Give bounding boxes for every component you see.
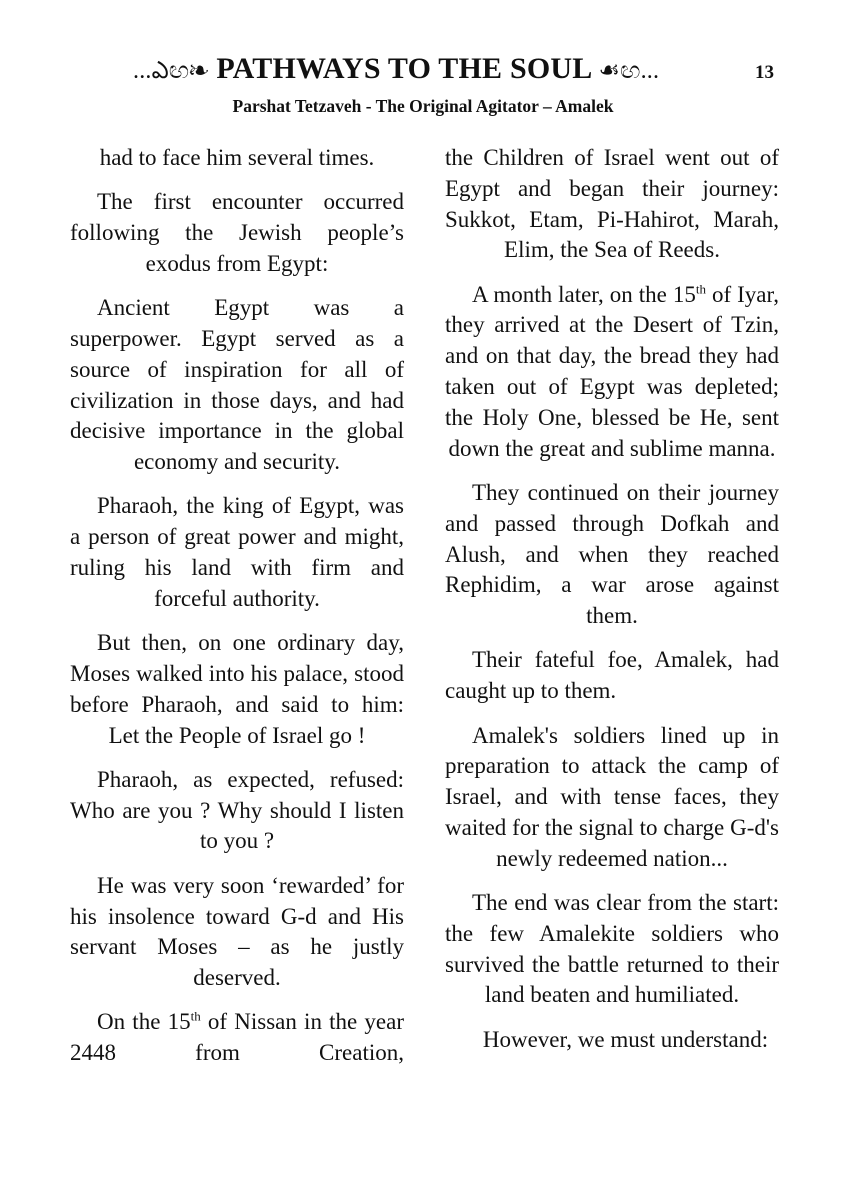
paragraph: Pharaoh, as expected, refused: Who are you ? Why should I listen to you ? (70, 766, 404, 854)
paragraph: However, we must understand: (482, 1026, 769, 1052)
right-column (445, 143, 779, 1069)
book-title (133, 52, 659, 90)
left-column (70, 143, 404, 1083)
book-title-text: PATHWAYS TO THE SOUL (216, 52, 591, 85)
paragraph: But then, on one ordinary day, Moses walked into his palace, stood before Pharaoh, and said to him: Let the People of Israel go ! (70, 630, 404, 748)
paragraph: The end was clear from the start: the few Amalekite soldiers who survived the battle returned to their land beaten and humiliated. (445, 890, 779, 1008)
ornament-left-icon: ...ఎඟ❧ (133, 58, 209, 84)
paragraph: Their fateful foe, Amalek, had caught up to them. (445, 647, 779, 704)
superscript: th (190, 1008, 201, 1024)
running-header (0, 52, 846, 92)
paragraph: The first encounter occurred following the Jewish people’s exodus from Egypt: (70, 189, 404, 276)
paragraph: Ancient Egypt was a superpower. Egypt served as a source of inspiration for all of civilization in those days, and had decisive importance in the global economy and security. (70, 295, 404, 475)
paragraph: had to face him several times. (99, 145, 375, 170)
paragraph (70, 1007, 404, 1069)
ornament-right-icon: ☙ඟ... (598, 58, 660, 84)
text: of Nissan in the year 2448 from Creation, (70, 1009, 404, 1066)
text: On the 15 (97, 1009, 191, 1035)
paragraph: the Children of Israel went out of Egypt and began their journey: Sukkot, Etam, Pi-Hahirot, Marah, Elim, the Sea of Reeds. (445, 145, 779, 263)
text: of Iyar, they arrived at the Desert of Tzin, and on that day, the bread they had taken out of Egypt was depleted; the Holy One, blessed be He, sent down the great and sublime manna. (445, 281, 780, 461)
paragraph: Amalek's soldiers lined up in preparation to attack the camp of Israel, and with tense faces, they waited for the signal to charge G-d's newly redeemed nation... (445, 722, 779, 871)
paragraph: He was very soon ‘rewarded’ for his insolence toward G-d and His servant Moses – as he justly deserved. (70, 872, 404, 991)
text: A month later, on the 15 (472, 281, 696, 307)
chapter-subtitle: Parshat Tetzaveh - The Original Agitator – Amalek (232, 96, 614, 116)
page-number: 13 (755, 62, 774, 83)
paragraph: They continued on their journey and passed through Dofkah and Alush, and when they reached Rephidim, a war arose against them. (445, 479, 779, 629)
paragraph: Pharaoh, the king of Egypt, was a person of great power and might, ruling his land with firm and forceful authority. (70, 493, 404, 611)
paragraph (445, 280, 779, 465)
superscript: th (695, 281, 706, 297)
